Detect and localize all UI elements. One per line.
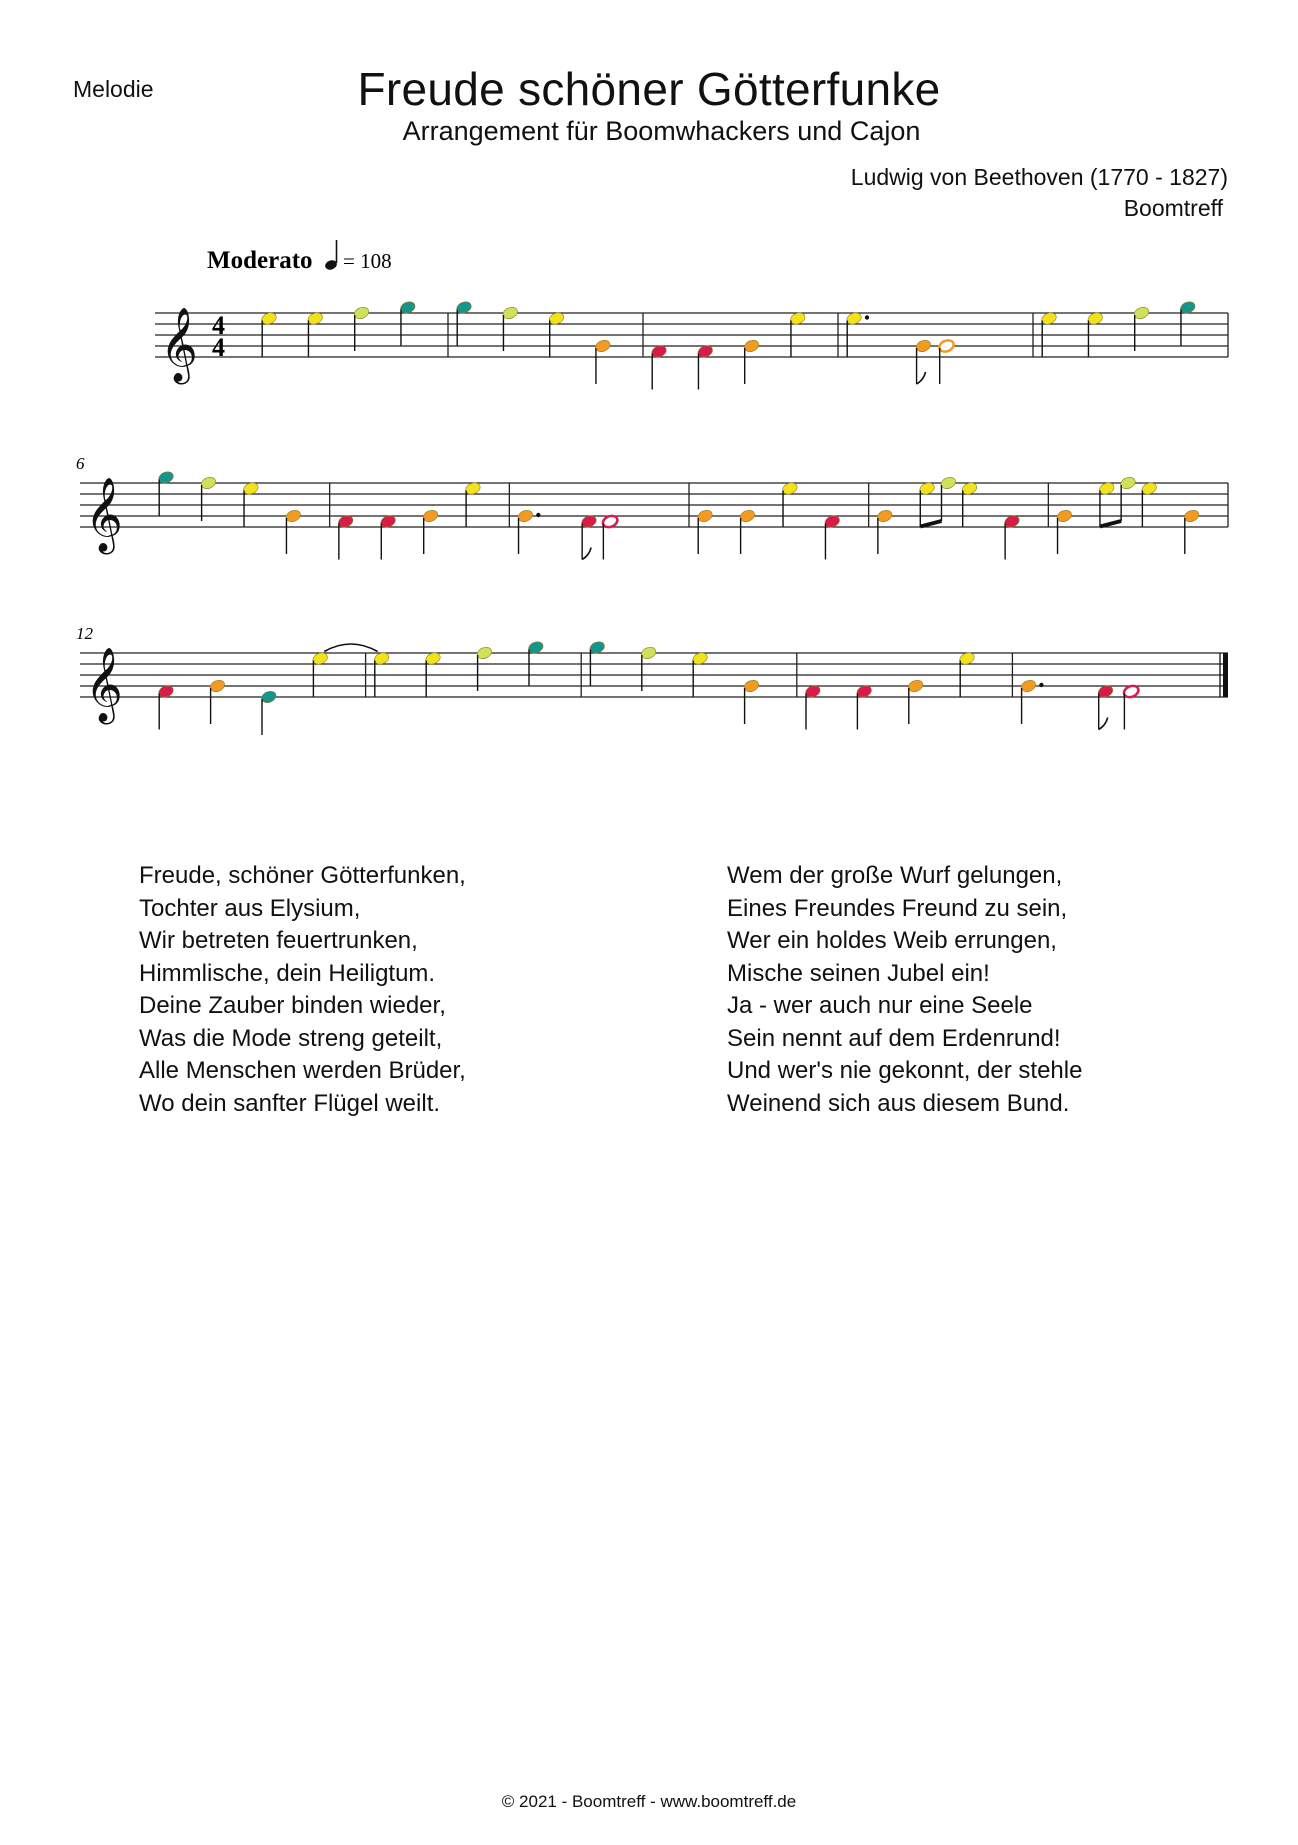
lyric-line: Ja - wer auch nur eine Seele (727, 992, 1033, 1019)
lyric-line: Himmlische, dein Heiligtum. (139, 959, 436, 987)
note (696, 344, 714, 390)
lyric-line: Wem der große Wurf gelungen, (727, 862, 1063, 889)
lyric-line: Tochter aus Elysium, (139, 894, 361, 922)
note (938, 338, 956, 384)
note (907, 678, 925, 724)
lyric-line: Und wer's nie gekonnt, der stehle (727, 1057, 1083, 1084)
lyrics-verse-2 (727, 860, 1082, 1120)
note (845, 311, 869, 357)
lyric-line: Wir betreten feuertrunken, (139, 927, 418, 954)
note-flag (582, 548, 591, 560)
note (464, 481, 482, 527)
note (650, 344, 668, 390)
note (157, 470, 175, 516)
note (422, 508, 440, 554)
subtitle: Arrangement für Boomwhackers und Cajon (402, 116, 921, 146)
note (743, 338, 761, 384)
note (855, 684, 873, 730)
composer-credit: Ludwig von Beethoven (1770 - 1827) (850, 164, 1228, 190)
note (1098, 481, 1116, 527)
note (311, 651, 329, 697)
note (823, 514, 841, 560)
lyric-line: Mische seinen Jubel ein! (727, 959, 990, 987)
note (789, 311, 807, 357)
note (601, 514, 619, 560)
note (399, 300, 417, 346)
note (1122, 684, 1140, 730)
note (914, 338, 932, 384)
treble-clef-icon: 𝄞 (85, 478, 123, 552)
note (199, 475, 217, 521)
note (1119, 475, 1137, 521)
note (1040, 311, 1058, 357)
note (691, 651, 709, 697)
note (1055, 508, 1073, 554)
note (455, 300, 473, 346)
note (379, 514, 397, 560)
note (306, 311, 324, 357)
sheet-music-score (0, 0, 1298, 760)
treble-clef-icon: 𝄞 (160, 308, 198, 382)
measure-number: 6 (76, 454, 85, 473)
note (260, 689, 278, 735)
staff-system (155, 300, 1228, 390)
note (284, 508, 302, 554)
lyric-line: Weinend sich aus diesem Bund. (727, 1089, 1070, 1117)
treble-clef-icon: 𝄞 (85, 648, 123, 722)
note (516, 508, 540, 554)
lyric-line: Alle Menschen werden Brüder, (139, 1057, 466, 1084)
tempo-value: = 108 (343, 249, 392, 273)
note (1086, 311, 1104, 357)
note (475, 645, 493, 691)
note (939, 475, 957, 521)
note (424, 651, 442, 697)
note (1179, 300, 1197, 346)
note (781, 481, 799, 527)
note (804, 684, 822, 730)
note-flag (1099, 718, 1108, 730)
note (1019, 678, 1043, 724)
part-label: Melodie (73, 76, 154, 102)
note (1140, 481, 1158, 527)
note (594, 338, 612, 384)
lyric-line: Eines Freundes Freund zu sein, (727, 894, 1068, 922)
note (242, 481, 260, 527)
note (548, 311, 566, 357)
tempo-quarter-note-icon (324, 240, 338, 271)
note (738, 508, 756, 554)
note-flag (917, 372, 926, 384)
time-signature-numerator: 4 (212, 311, 225, 340)
dot (536, 513, 540, 517)
note (640, 645, 658, 691)
note (742, 678, 760, 724)
note (353, 305, 371, 351)
measure-number: 12 (76, 624, 93, 643)
tempo-marking: Moderato (207, 247, 313, 274)
lyric-line: Wo dein sanfter Flügel weilt. (139, 1089, 441, 1117)
note (527, 640, 545, 686)
note-beam (920, 521, 941, 527)
lyric-line: Wer ein holdes Weib errungen, (727, 927, 1057, 954)
note (337, 514, 355, 560)
page-title: Freude schöner Götterfunke (357, 63, 941, 115)
final-barline (1223, 653, 1228, 697)
note (208, 678, 226, 724)
note (961, 481, 979, 527)
note (580, 514, 598, 560)
note (373, 651, 391, 697)
lyric-line: Sein nennt auf dem Erdenrund! (727, 1024, 1061, 1052)
time-signature-denominator: 4 (212, 333, 225, 362)
note (1003, 514, 1021, 560)
lyrics-verse-1 (139, 860, 466, 1120)
note-tie (324, 644, 377, 652)
note (958, 651, 976, 697)
note (588, 640, 606, 686)
staff-system (76, 624, 1228, 735)
footer-copyright: © 2021 - Boomtreff - www.boomtreff.de (501, 1792, 797, 1811)
note (260, 311, 278, 357)
lyric-line: Was die Mode streng geteilt, (139, 1024, 443, 1052)
lyric-line: Deine Zauber binden wieder, (139, 992, 446, 1019)
dot (1039, 683, 1043, 687)
note (918, 481, 936, 527)
note (876, 508, 894, 554)
note (501, 305, 519, 351)
note (696, 508, 714, 554)
dot (865, 315, 869, 319)
lyric-line: Freude, schöner Götterfunken, (139, 862, 466, 889)
note (1183, 508, 1201, 554)
note (157, 684, 175, 730)
staff-system (76, 454, 1228, 560)
note (1133, 305, 1151, 351)
note-beam (1100, 521, 1121, 527)
note (1097, 684, 1115, 730)
arranger-credit: Boomtreff (1123, 195, 1223, 221)
